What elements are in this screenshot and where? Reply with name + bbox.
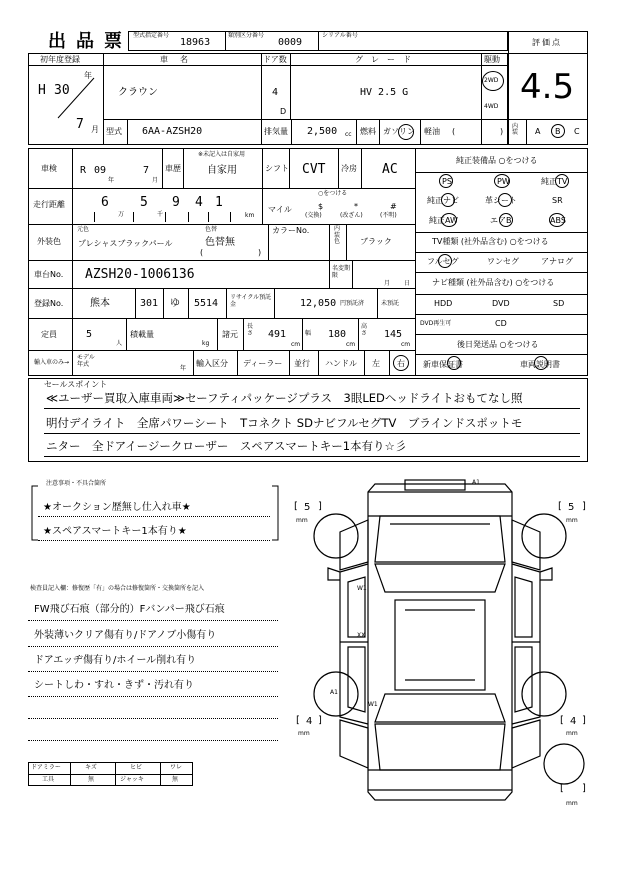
model: 6AA-AZSH20 bbox=[142, 126, 203, 137]
car-name: クラウン bbox=[118, 87, 158, 98]
tire-fl-bracket-close: ] bbox=[318, 501, 322, 512]
shaken-era: R bbox=[80, 165, 87, 176]
grade-points-label: 評価点 bbox=[532, 38, 562, 47]
size-label: 諸元 bbox=[222, 330, 238, 339]
shaken-label: 車検 bbox=[41, 164, 57, 173]
doors: 4 bbox=[272, 87, 279, 98]
notes-line-2: ★スペアスマートキー1本有り★ bbox=[43, 526, 187, 537]
equip-ps: PS bbox=[442, 177, 452, 186]
km-unit: km bbox=[245, 212, 255, 219]
first-reg-label: 初年度登録 bbox=[40, 55, 80, 64]
equip-airbag: エアB bbox=[490, 216, 512, 225]
diagram-mark-2: W1 bbox=[357, 585, 367, 592]
parallel-option: 並行 bbox=[294, 359, 310, 368]
import-type-label: 輸入区分 bbox=[196, 359, 228, 368]
equip-abs-circle bbox=[549, 213, 565, 227]
grade: HV 2.5 G bbox=[360, 87, 409, 98]
day-label: 日 bbox=[404, 280, 411, 287]
interior-label: 内装 bbox=[512, 123, 519, 136]
recycle-label: リサイクル預託金 bbox=[230, 294, 272, 309]
reg-kana: ゆ bbox=[170, 298, 180, 309]
mile-label: マイル bbox=[268, 205, 292, 214]
tire-rr-bracket-open: [ bbox=[560, 715, 564, 726]
handle-label: ハンドル bbox=[325, 359, 357, 368]
tire-rl-bracket-close: ] bbox=[318, 715, 322, 726]
shaken-month: 7 bbox=[143, 165, 150, 176]
class-no-label: 類別区分番号 bbox=[228, 32, 265, 39]
mileage-digit-3: 9 bbox=[172, 195, 180, 210]
diagram-mark-1: A1 bbox=[472, 479, 480, 486]
inspector-line-1: FW飛び石痕（部分的）Fバンパー飛び石痕 bbox=[34, 604, 225, 615]
inspector-line-4: シートしわ・すれ・きず・汚れ有り bbox=[34, 680, 194, 691]
mileage-digit-5: 1 bbox=[215, 195, 223, 210]
nav-hdd: HDD bbox=[434, 299, 453, 308]
import-label: 輸入車のみ→ bbox=[34, 359, 70, 366]
color-paren-open: ( bbox=[200, 248, 204, 257]
inspector-line-3: ドアエッヂ傷有り/ホイール削れ有り bbox=[34, 655, 197, 666]
equip-airbag-circle bbox=[499, 213, 513, 227]
shaken-year: 09 bbox=[94, 165, 107, 176]
equip-leather-circle bbox=[498, 193, 512, 207]
spare-bracket-close: ] bbox=[582, 783, 586, 794]
shift: CVT bbox=[302, 162, 326, 177]
sales-points-label: セールスポイント bbox=[44, 380, 108, 389]
name-change-label: 名変期限 bbox=[332, 265, 351, 280]
nav-sd: SD bbox=[553, 299, 565, 308]
first-reg-month: 7 bbox=[76, 117, 84, 132]
nav-dvd: DVD bbox=[492, 299, 510, 308]
later-warranty-circle bbox=[447, 356, 461, 370]
interior-a: A bbox=[535, 127, 541, 136]
chassis-label: 車台No. bbox=[34, 270, 64, 279]
tire-fr-depth: 5 bbox=[568, 502, 575, 513]
star-mark: * bbox=[354, 202, 358, 211]
reg-number: 5514 bbox=[194, 298, 219, 309]
shaken-month-unit: 月 bbox=[152, 177, 159, 184]
interior-b: B bbox=[555, 127, 561, 136]
height-label: 高さ bbox=[361, 323, 368, 337]
hash-mark: # bbox=[390, 202, 397, 211]
sales-line-2: 明付デイライト 全席パワーシート Tコネクト SDナビフルセグTV ブラインドスポットモ bbox=[46, 416, 523, 430]
dollar-mark: $ bbox=[318, 202, 324, 211]
tire-rr-unit: mm bbox=[566, 730, 578, 737]
drive-label: 駆動 bbox=[484, 55, 500, 64]
tools-header-mirror: ドアミラー bbox=[31, 764, 61, 771]
tools-jack-label: ジャッキ bbox=[120, 776, 144, 783]
drive-4wd: 4WD bbox=[484, 103, 499, 110]
fuel-circle bbox=[398, 124, 414, 140]
serial-label: シリアル番号 bbox=[322, 32, 358, 39]
mileage-digit-2: 5 bbox=[140, 195, 148, 210]
spare-bracket-open: [ bbox=[560, 783, 564, 794]
dealer-option: ディーラー bbox=[243, 359, 283, 368]
tire-fl-bracket-open: [ bbox=[294, 501, 298, 512]
notes-line-1: ★オークション歴無し仕入れ車★ bbox=[43, 502, 191, 513]
sales-line-1: ≪ユーザー買取入庫車両≫セーフティパッケージプラス 3眼LEDヘッドライトおもてなし照 bbox=[46, 391, 523, 405]
cc-unit: cc bbox=[345, 131, 352, 138]
fuel-label: 燃料 bbox=[360, 127, 376, 136]
inspector-line-2: 外装薄いクリア傷有り/ドアノブ小傷有り bbox=[34, 630, 217, 641]
chassis-number: AZSH20-1006136 bbox=[85, 267, 195, 282]
color-no-label: カラーNo. bbox=[272, 226, 310, 235]
reg-label: 登録No. bbox=[34, 299, 64, 308]
drive-2wd: 2WD bbox=[484, 77, 499, 84]
ac-label: 冷房 bbox=[341, 164, 357, 173]
class-no: 0009 bbox=[278, 37, 303, 48]
history-label: 車歴 bbox=[165, 164, 181, 173]
length-unit: cm bbox=[291, 341, 301, 348]
diagram-mark-5: W1 bbox=[368, 701, 378, 708]
diagram-mark-4: A1 bbox=[330, 689, 338, 696]
nav-type-label: ナビ種類 (社外品含む) ○をつける bbox=[432, 278, 555, 287]
displacement: 2,500 bbox=[307, 126, 338, 137]
spare-tire-unit: mm bbox=[566, 800, 578, 807]
form-no-label: 型式指定番号 bbox=[133, 32, 170, 39]
man-unit: 万 bbox=[118, 211, 125, 218]
drive-2wd-circle bbox=[482, 71, 504, 91]
tire-rl-depth: 4 bbox=[306, 716, 313, 727]
capacity: 5 bbox=[86, 329, 93, 340]
tire-rr-depth: 4 bbox=[570, 716, 577, 727]
tv-type-label: TV種類 (社外品含む) ○をつける bbox=[432, 237, 549, 246]
interior-color: ブラック bbox=[360, 237, 392, 246]
grade-label: グレード bbox=[355, 55, 419, 64]
color-paren-close: ) bbox=[258, 248, 262, 257]
tools-tool-value: 無 bbox=[88, 776, 95, 783]
tools-jack-value: 無 bbox=[172, 776, 179, 783]
handle-left: 左 bbox=[372, 359, 380, 368]
tire-fl-unit: mm bbox=[296, 517, 308, 524]
color-label: 外装色 bbox=[37, 237, 61, 246]
tools-header-crack: ヒビ bbox=[130, 764, 143, 771]
equip-abs: ABS bbox=[550, 216, 566, 225]
mileage-label: 走行距離 bbox=[33, 200, 65, 209]
equip-navi-circle bbox=[441, 193, 455, 207]
capacity-unit: 人 bbox=[116, 340, 123, 347]
interior-c: C bbox=[574, 127, 580, 136]
door-suffix: D bbox=[280, 107, 287, 116]
equip-aw-circle bbox=[441, 213, 457, 227]
interior-b-circle bbox=[551, 124, 565, 138]
history-note: ※未記入は自家用 bbox=[198, 151, 246, 158]
equip-ps-circle bbox=[439, 174, 453, 188]
tv-fullseg-circle bbox=[438, 254, 452, 268]
width-unit: cm bbox=[346, 341, 356, 348]
shaken-year-unit: 年 bbox=[108, 177, 115, 184]
load-label: 積載量 bbox=[130, 330, 154, 339]
color-change-label: 色替 bbox=[205, 226, 218, 233]
length: 491 bbox=[268, 329, 287, 340]
later-manual: 車両説明書 bbox=[520, 360, 560, 369]
car-name-label: 車名 bbox=[160, 55, 200, 64]
month-label: 月 bbox=[384, 280, 391, 287]
tire-rl-bracket-open: [ bbox=[296, 715, 300, 726]
form-title: 出品票 bbox=[48, 31, 132, 52]
equip-navi: 純正ナビ bbox=[427, 196, 459, 205]
load-unit: kg bbox=[202, 340, 210, 347]
model-year-label: モデル年式 bbox=[77, 354, 95, 369]
reg-area: 熊本 bbox=[90, 298, 110, 309]
mileage-digit-1: 6 bbox=[101, 195, 109, 210]
equip-pw: PW bbox=[497, 177, 510, 186]
orig-color-label: 元色 bbox=[77, 226, 90, 233]
tv-fullseg: フルセグ bbox=[427, 257, 459, 266]
reg-class: 301 bbox=[140, 298, 159, 309]
tire-fr-bracket-open: [ bbox=[558, 501, 562, 512]
tire-fr-unit: mm bbox=[566, 517, 578, 524]
notes-label: 注意事項・不具合箇所 bbox=[46, 480, 107, 487]
model-label: 型式 bbox=[106, 127, 122, 136]
date-divider bbox=[56, 76, 96, 120]
exchange-label: (交換) bbox=[305, 212, 322, 219]
sales-line-3: ニター 全ドアイージークローザー スペアスマートキー1本有り☆彡 bbox=[46, 439, 407, 453]
tools-header-break: ワレ bbox=[170, 764, 183, 771]
width: 180 bbox=[328, 329, 347, 340]
recycle-unit: 円預託済 bbox=[340, 300, 365, 307]
equip-pw-circle bbox=[494, 174, 510, 188]
std-equipment-label: 純正装備品 ○をつける bbox=[456, 156, 538, 165]
month-unit: 月 bbox=[91, 125, 99, 134]
length-label: 長さ bbox=[247, 323, 254, 337]
year-unit: 年 bbox=[84, 71, 92, 80]
form-no: 18963 bbox=[180, 37, 211, 48]
later-warranty: 新車保証書 bbox=[423, 360, 463, 369]
handle-right: 右 bbox=[397, 359, 405, 368]
later-manual-circle bbox=[534, 356, 548, 370]
tsukeru-label: ○をつける bbox=[318, 190, 348, 197]
interior-color-label: 内装色 bbox=[334, 225, 341, 246]
unknown-label: (不明) bbox=[380, 212, 397, 219]
notes-bracket bbox=[30, 478, 280, 548]
history: 自家用 bbox=[207, 165, 237, 176]
tire-fl-depth: 5 bbox=[304, 502, 311, 513]
model-year-unit: 年 bbox=[180, 365, 187, 372]
tampered-label: (改ざん) bbox=[340, 212, 363, 219]
tools-header-scratch: キズ bbox=[85, 764, 97, 771]
first-reg-era: H bbox=[38, 83, 46, 98]
equip-leather: 革シート bbox=[485, 196, 517, 205]
cd-option: CD bbox=[495, 319, 507, 328]
exterior-color: プレシャスブラックパール bbox=[78, 239, 173, 248]
doors-label: ドア数 bbox=[263, 55, 287, 64]
recycle-amount: 12,050 bbox=[300, 298, 337, 309]
equip-tv: 純正TV bbox=[541, 177, 568, 186]
tv-analog: アナログ bbox=[541, 257, 573, 266]
displacement-label: 排気量 bbox=[264, 127, 288, 136]
tire-rr-bracket-close: ] bbox=[582, 715, 586, 726]
width-label: 幅 bbox=[305, 330, 312, 337]
color-change: 色替無 bbox=[205, 237, 235, 248]
diesel-label: 軽油 bbox=[424, 127, 440, 136]
tire-fr-bracket-close: ] bbox=[582, 501, 586, 512]
equip-tv-circle bbox=[555, 174, 569, 188]
first-reg-year: 30 bbox=[54, 83, 70, 98]
capacity-label: 定員 bbox=[41, 330, 57, 339]
fuel: ガソリン bbox=[383, 127, 415, 136]
grade-points: 4.5 bbox=[520, 67, 575, 107]
later-shipping-label: 後日発送品 ○をつける bbox=[457, 340, 539, 349]
equip-aw: 純正AW bbox=[429, 216, 458, 225]
height: 145 bbox=[384, 329, 403, 340]
diagram-mark-3: XX bbox=[357, 632, 366, 639]
height-unit: cm bbox=[401, 341, 411, 348]
sen-unit: 千 bbox=[157, 211, 164, 218]
equip-sr: SR bbox=[552, 196, 563, 205]
ac: AC bbox=[382, 162, 398, 177]
inspector-label: 検査員記入欄：修復歴「有」の場合は修復箇所・交換箇所を記入 bbox=[30, 585, 205, 592]
mileage-digit-4: 4 bbox=[195, 195, 203, 210]
tv-oneseg: ワンセグ bbox=[487, 257, 519, 266]
tire-rl-unit: mm bbox=[298, 730, 310, 737]
tools-tool-label: 工具 bbox=[42, 776, 55, 783]
shift-label: シフト bbox=[265, 164, 289, 173]
handle-right-circle bbox=[393, 355, 409, 371]
unpaid-label: 未預託 bbox=[381, 300, 400, 307]
dvd-playable-label: DVD再生可 bbox=[420, 320, 452, 327]
